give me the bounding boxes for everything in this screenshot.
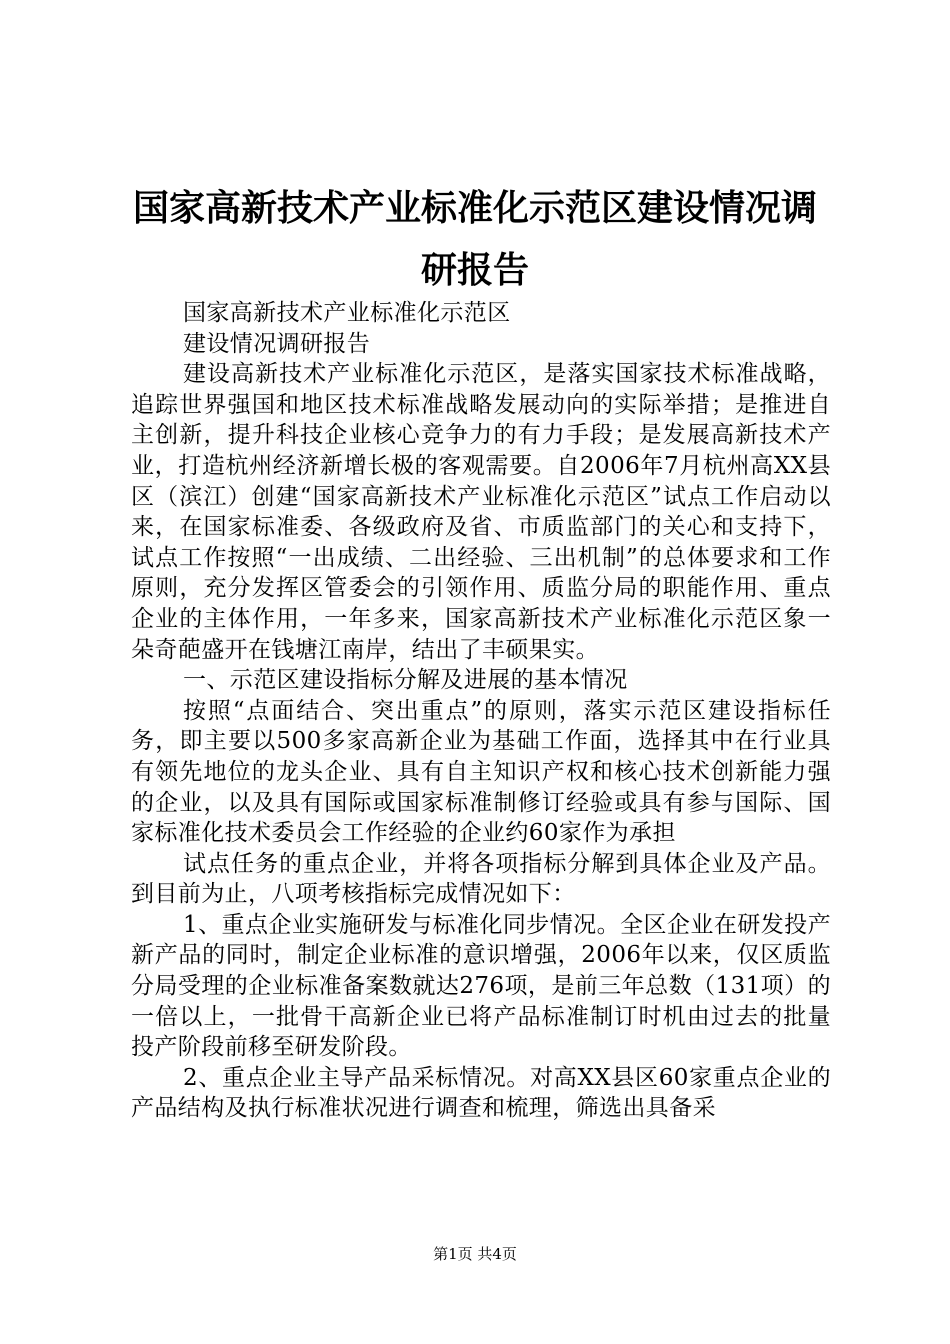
paragraph-item-1: 1、重点企业实施研发与标准化同步情况。全区企业在研发投产新产品的同时，制定企业标准的意识增强，2006年以来，仅区质监分局受理的企业标准备案数就达276项，是前三年总数（131项）的一倍以上，一批骨干高新企业已将产品标准制订时机由过去的批量投产阶段前移至研发阶段。 bbox=[131, 911, 831, 1061]
paragraph-intro: 建设高新技术产业标准化示范区，是落实国家技术标准战略，追踪世界强国和地区技术标准战略发展动向的实际举措；是推进自主创新，提升科技企业核心竞争力的有力手段；是发展高新技术产业，打造杭州经济新增长极的客观需要。自2006年7月杭州高XX县区（滨江）创建“国家高新技术产业标准化示范区”试点工作启动以来，在国家标准委、各级政府及省、市质监部门的关心和支持下，试点工作按照“一出成绩、二出经验、三出机制”的总体要求和工作原则，充分发挥区管委会的引领作用、质监分局的职能作用、重点企业的主体作用，一年多来，国家高新技术产业标准化示范区象一朵奇葩盛开在钱塘江南岸，结出了丰硕果实。 bbox=[131, 361, 831, 663]
section-heading-1: 一、示范区建设指标分解及进展的基本情况 bbox=[183, 667, 628, 694]
page-footer: 第1页 共4页 bbox=[433, 1245, 517, 1263]
paragraph-heading-line-2: 建设情况调研报告 bbox=[183, 330, 371, 357]
paragraph-heading-line-1: 国家高新技术产业标准化示范区 bbox=[183, 300, 511, 326]
paragraph-item-2: 2、重点企业主导产品采标情况。对高XX县区60家重点企业的产品结构及执行标准状况进行调查和梳理，筛选出具备采 bbox=[131, 1064, 831, 1122]
paragraph-pilot-task: 试点任务的重点企业，并将各项指标分解到具体企业及产品。到目前为止，八项考核指标完成情况如下： bbox=[131, 850, 831, 908]
document-title: 国家高新技术产业标准化示范区建设情况调研报告 bbox=[132, 188, 817, 291]
document-body bbox=[131, 298, 831, 1124]
paragraph-principle: 按照“点面结合、突出重点”的原则，落实示范区建设指标任务，即主要以500多家高新企业为基础工作面，选择其中在行业具有领先地位的龙头企业、具有自主知识产权和核心技术创新能力强的企业，以及具有国际或国家标准制修订经验或具有参与国际、国家标准化技术委员会工作经验的企业约60家作为承担 bbox=[131, 697, 831, 847]
